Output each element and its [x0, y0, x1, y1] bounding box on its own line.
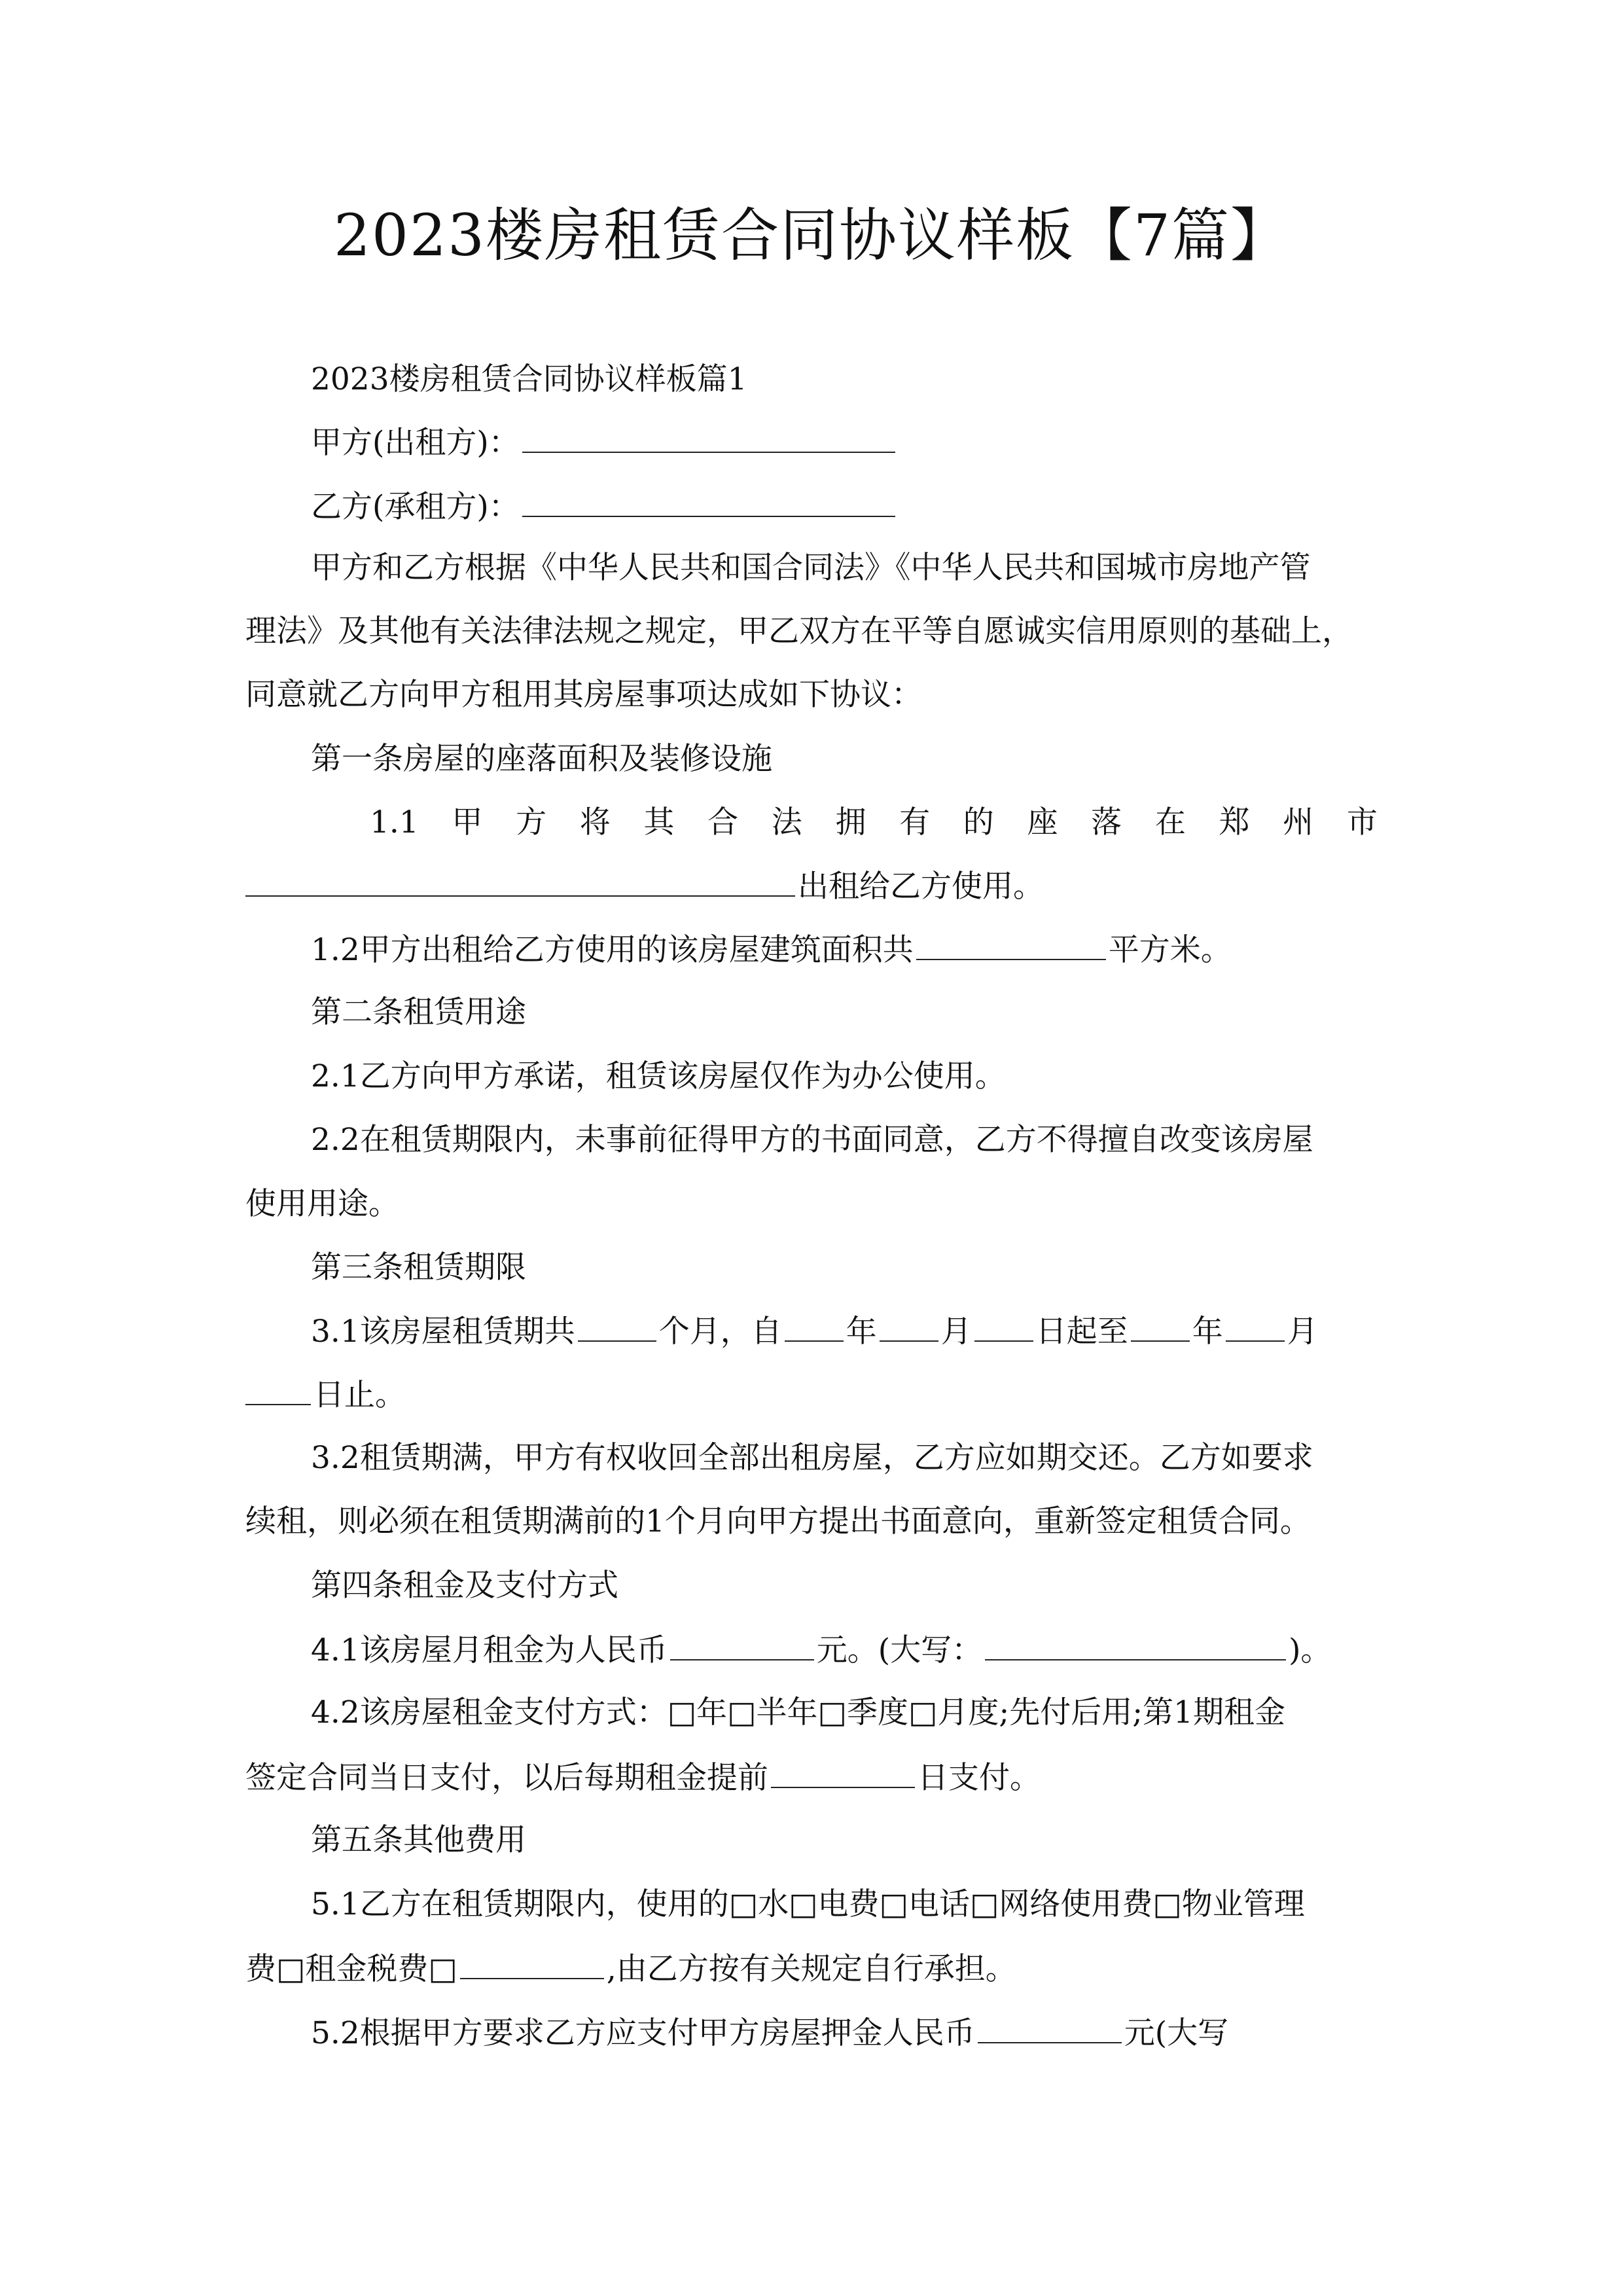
- fill-blank[interactable]: [460, 1945, 604, 1979]
- text: 法: [771, 804, 802, 840]
- text: 郑: [1219, 804, 1250, 840]
- text: 月: [940, 1314, 972, 1350]
- article-heading: [311, 1818, 526, 1863]
- text: 续租，则必须在租赁期满前的1个月向甲方提出书面意向，重新签定租赁合同。: [245, 1503, 1311, 1539]
- article-heading: [311, 990, 526, 1035]
- text: 2.2在租赁期限内，未事前征得甲方的书面同意，乙方不得擅自改变该房屋: [311, 1122, 1313, 1158]
- fill-blank[interactable]: [880, 1308, 938, 1342]
- text: 费□租金税费□: [245, 1951, 457, 1987]
- paragraph-line: [311, 1435, 1313, 1481]
- fill-blank[interactable]: [522, 483, 895, 517]
- label: 甲方(出租方)：: [311, 425, 520, 461]
- text: 签定合同当日支付，以后每期租金提前: [245, 1760, 768, 1796]
- text: 1.2甲方出租给乙方使用的该房屋建筑面积共: [311, 932, 914, 968]
- text: 日支付。: [918, 1760, 1041, 1796]
- text: 日止。: [313, 1377, 406, 1413]
- text: 年: [1192, 1314, 1223, 1350]
- text: 3.1该房屋租赁期共: [311, 1314, 575, 1350]
- article-heading: [311, 1563, 618, 1609]
- article-heading: [311, 736, 772, 782]
- text: 个月，自: [658, 1314, 782, 1350]
- text: 第二条租赁用途: [311, 994, 526, 1030]
- text: 4.2该房屋租金支付方式：□年□半年□季度□月度;先付后用;第1期租金: [311, 1695, 1285, 1731]
- text: 2.1乙方向甲方承诺，租赁该房屋仅作为办公使用。: [311, 1058, 1006, 1094]
- paragraph-line: [245, 1371, 406, 1418]
- fill-blank[interactable]: [522, 419, 895, 453]
- text: 4.1该房屋月租金为人民币: [311, 1632, 668, 1668]
- paragraph-line: [245, 672, 922, 718]
- paragraph-line: [245, 1945, 1016, 1992]
- text: 第四条租金及支付方式: [311, 1568, 618, 1604]
- text: 理法》及其他有关法律法规之规定，甲乙双方在平等自愿诚实信用原则的基础上，: [245, 613, 1353, 649]
- paragraph-line: [311, 545, 1311, 591]
- text: 有: [899, 804, 931, 840]
- text: 1.1: [370, 804, 419, 840]
- fill-blank[interactable]: [771, 1754, 915, 1788]
- paragraph-line: [311, 1882, 1305, 1928]
- fill-blank[interactable]: [785, 1308, 844, 1342]
- paragraph-line: [311, 1054, 1006, 1100]
- text: 5.1乙方在租赁期限内，使用的□水□电费□电话□网络使用费□物业管理: [311, 1886, 1305, 1922]
- text: 第五条其他费用: [311, 1822, 526, 1858]
- paragraph-line: [245, 609, 1353, 655]
- article-heading: [311, 1245, 526, 1291]
- text: 出租给乙方使用。: [798, 869, 1044, 905]
- fill-blank[interactable]: [670, 1626, 814, 1660]
- text: 2023楼房租赁合同协议样板篇1: [311, 361, 747, 397]
- paragraph-line: [245, 1181, 399, 1227]
- text: 第一条房屋的座落面积及装修设施: [311, 741, 772, 777]
- fill-blank[interactable]: [245, 1371, 311, 1405]
- text: 其: [643, 804, 675, 840]
- text: 平方米。: [1108, 932, 1232, 968]
- text: 同意就乙方向甲方租用其房屋事项达成如下协议：: [245, 677, 922, 713]
- text: 元(大写: [1124, 2015, 1229, 2051]
- paragraph-line: [311, 1626, 1331, 1674]
- text: 拥: [835, 804, 866, 840]
- text: 方: [516, 804, 547, 840]
- fill-blank[interactable]: [1131, 1308, 1190, 1342]
- text: 甲: [452, 804, 483, 840]
- section-heading: [311, 357, 747, 403]
- fill-blank[interactable]: [985, 1626, 1286, 1660]
- paragraph-line: [311, 1117, 1313, 1163]
- text: 3.2租赁期满，甲方有权收回全部出租房屋，乙方应如期交还。乙方如要求: [311, 1440, 1313, 1476]
- text: 落: [1091, 804, 1122, 840]
- paragraph-line: [311, 2009, 1228, 2056]
- label: 乙方(承租方)：: [311, 489, 520, 525]
- text: 将: [579, 804, 611, 840]
- party-a-line: [311, 419, 898, 466]
- text: 州: [1283, 804, 1314, 840]
- text: 使用用途。: [245, 1186, 399, 1222]
- paragraph-line: [311, 926, 1232, 973]
- paragraph-line: [245, 863, 1044, 910]
- paragraph-line: [245, 1499, 1311, 1545]
- text: )。: [1289, 1632, 1332, 1668]
- text: 座: [1027, 804, 1058, 840]
- party-b-line: [311, 483, 898, 530]
- fill-blank[interactable]: [1226, 1308, 1285, 1342]
- document-title: 2023楼房租赁合同协议样板【7篇】: [334, 202, 1289, 269]
- text: 市: [1346, 804, 1378, 840]
- spaced-clause-line: [370, 800, 1378, 846]
- paragraph-line: [311, 1308, 1318, 1355]
- text: 的: [963, 804, 994, 840]
- text: 元。(大写：: [816, 1632, 983, 1668]
- text: 月: [1287, 1314, 1318, 1350]
- fill-blank[interactable]: [974, 1308, 1033, 1342]
- text: 5.2根据甲方要求乙方应支付甲方房屋押金人民币: [311, 2015, 975, 2051]
- text: 第三条租赁期限: [311, 1249, 526, 1285]
- text: ,由乙方按有关规定自行承担。: [606, 1951, 1016, 1987]
- text: 日起至: [1035, 1314, 1128, 1350]
- fill-blank[interactable]: [978, 2009, 1122, 2043]
- paragraph-line: [245, 1754, 1041, 1801]
- text: 合: [707, 804, 739, 840]
- text: 在: [1154, 804, 1186, 840]
- text: 年: [846, 1314, 877, 1350]
- fill-blank[interactable]: [245, 863, 795, 897]
- paragraph-line: [311, 1690, 1285, 1736]
- fill-blank[interactable]: [916, 926, 1106, 960]
- fill-blank[interactable]: [578, 1308, 656, 1342]
- text: 甲方和乙方根据《中华人民共和国合同法》《中华人民共和国城市房地产管: [311, 550, 1311, 586]
